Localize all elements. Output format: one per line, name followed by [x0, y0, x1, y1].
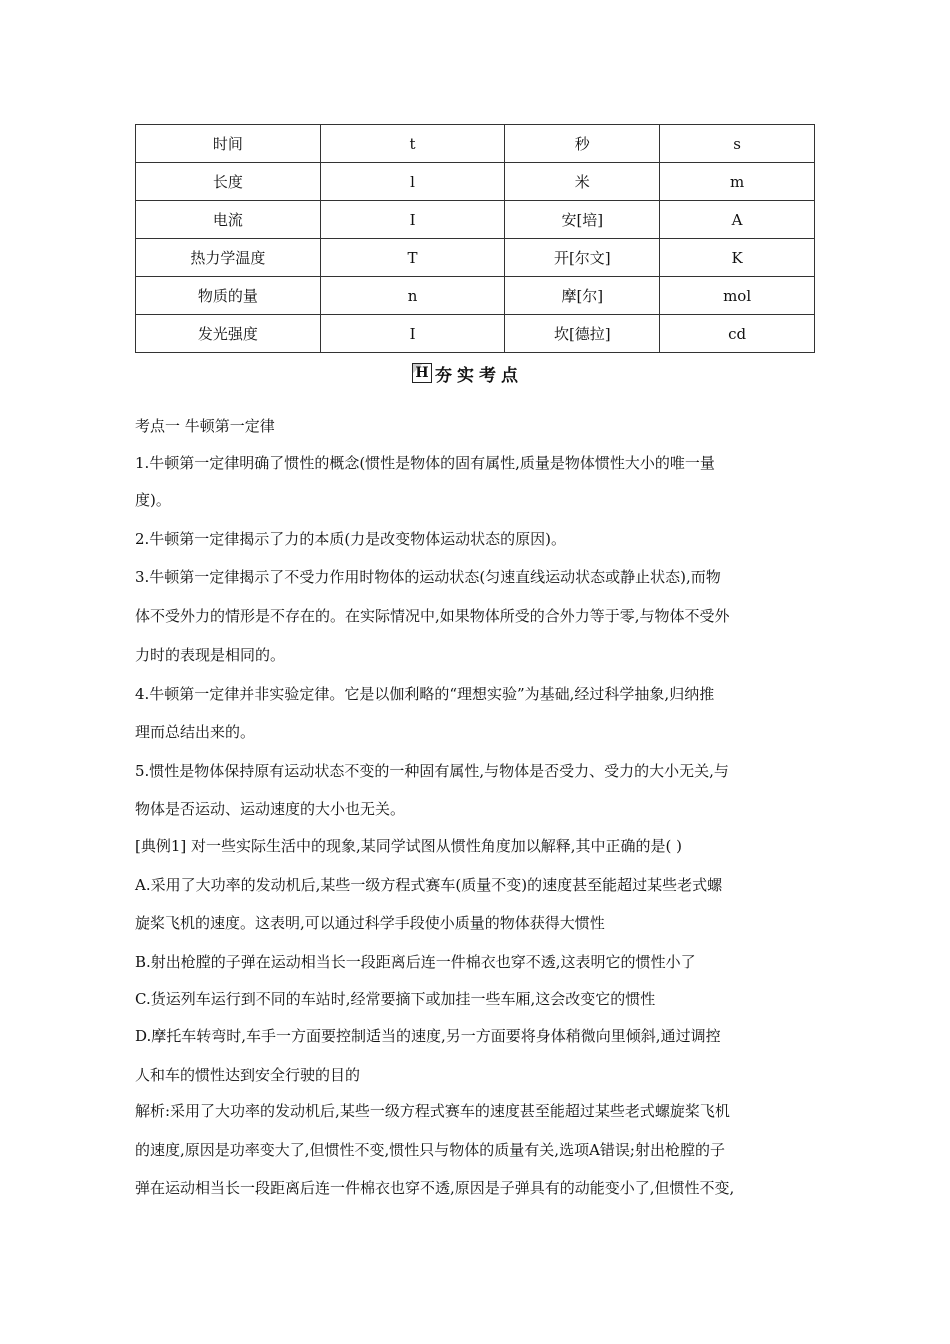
table-cell: 热力学温度 [136, 239, 321, 277]
option-c: C.货运列车运行到不同的车站时,经常要摘下或加挂一些车厢,这会改变它的惯性 [135, 990, 656, 1008]
analysis-text: 解析:采用了大功率的发动机后,某些一级方程式赛车的速度甚至能超过某些老式螺旋桨飞机 [135, 1102, 730, 1120]
text-line: 2.牛顿第一定律揭示了力的本质(力是改变物体运动状态的原因)。 [135, 530, 567, 548]
text-line: 5.惯性是物体保持原有运动状态不变的一种固有属性,与物体是否受力、受力的大小无关,与 [135, 762, 729, 780]
table-cell: m [660, 163, 815, 201]
table-cell: 摩[尔] [505, 277, 660, 315]
table-cell: 开[尔文] [505, 239, 660, 277]
table-cell: 电流 [136, 201, 321, 239]
table-cell: 秒 [505, 125, 660, 163]
text-line: 3.牛顿第一定律揭示了不受力作用时物体的运动状态(匀速直线运动状态或静止状态),而物 [135, 568, 721, 586]
text-line: 弹在运动相当长一段距离后连一件棉衣也穿不透,原因是子弹具有的动能变小了,但惯性不变, [135, 1179, 735, 1197]
text-line: 理而总结出来的。 [135, 723, 256, 741]
table-cell: s [660, 125, 815, 163]
table-cell: mol [660, 277, 815, 315]
section-banner [412, 362, 523, 384]
table-cell: 物质的量 [136, 277, 321, 315]
option-a: A.采用了大功率的发动机后,某些一级方程式赛车(质量不变)的速度甚至能超过某些老式螺 [135, 876, 723, 894]
table-cell: 安[培] [505, 201, 660, 239]
option-b: B.射出枪膛的子弹在运动相当长一段距离后连一件棉衣也穿不透,这表明它的惯性小了 [135, 953, 696, 971]
table-cell: I [320, 201, 505, 239]
table-row [136, 277, 815, 315]
text-line: 物体是否运动、运动速度的大小也无关。 [135, 800, 406, 818]
table-cell: I [320, 315, 505, 353]
si-units-table [135, 124, 815, 353]
table-cell: l [320, 163, 505, 201]
topic-heading: 考点一 牛顿第一定律 [135, 417, 275, 435]
text-line: 旋桨飞机的速度。这表明,可以通过科学手段使小质量的物体获得大惯性 [135, 914, 605, 932]
table-cell: 发光强度 [136, 315, 321, 353]
table-cell: A [660, 201, 815, 239]
text-line: 度)。 [135, 491, 171, 509]
table-cell: cd [660, 315, 815, 353]
section-title: 夯实考点 [435, 365, 523, 386]
table-cell: 时间 [136, 125, 321, 163]
table-cell: n [320, 277, 505, 315]
table-row [136, 163, 815, 201]
text-line: 4.牛顿第一定律并非实验定律。它是以伽利略的“理想实验”为基础,经过科学抽象,归纳推 [135, 685, 715, 703]
text-line: 的速度,原因是功率变大了,但惯性不变,惯性只与物体的质量有关,选项A错误;射出枪膛的子 [135, 1141, 725, 1159]
table-row [136, 201, 815, 239]
text-line: 力时的表现是相同的。 [135, 646, 286, 664]
option-d: D.摩托车转弯时,车手一方面要控制适当的速度,另一方面要将身体稍微向里倾斜,通过调控 [135, 1027, 721, 1045]
table-row [136, 239, 815, 277]
text-line: 人和车的惯性达到安全行驶的目的 [135, 1066, 361, 1084]
example-question: [典例1] 对一些实际生活中的现象,某同学试图从惯性角度加以解释,其中正确的是( ) [135, 837, 683, 855]
table-cell: 长度 [136, 163, 321, 201]
table-cell: T [320, 239, 505, 277]
table-row [136, 125, 815, 163]
table-cell: t [320, 125, 505, 163]
table-cell: 坎[德拉] [505, 315, 660, 353]
text-line: 体不受外力的情形是不存在的。在实际情况中,如果物体所受的合外力等于零,与物体不受外 [135, 607, 730, 625]
table-cell: 米 [505, 163, 660, 201]
table-cell: K [660, 239, 815, 277]
table-row [136, 315, 815, 353]
h-badge-icon: H [412, 363, 432, 383]
text-line: 1.牛顿第一定律明确了惯性的概念(惯性是物体的固有属性,质量是物体惯性大小的唯一量 [135, 454, 715, 472]
